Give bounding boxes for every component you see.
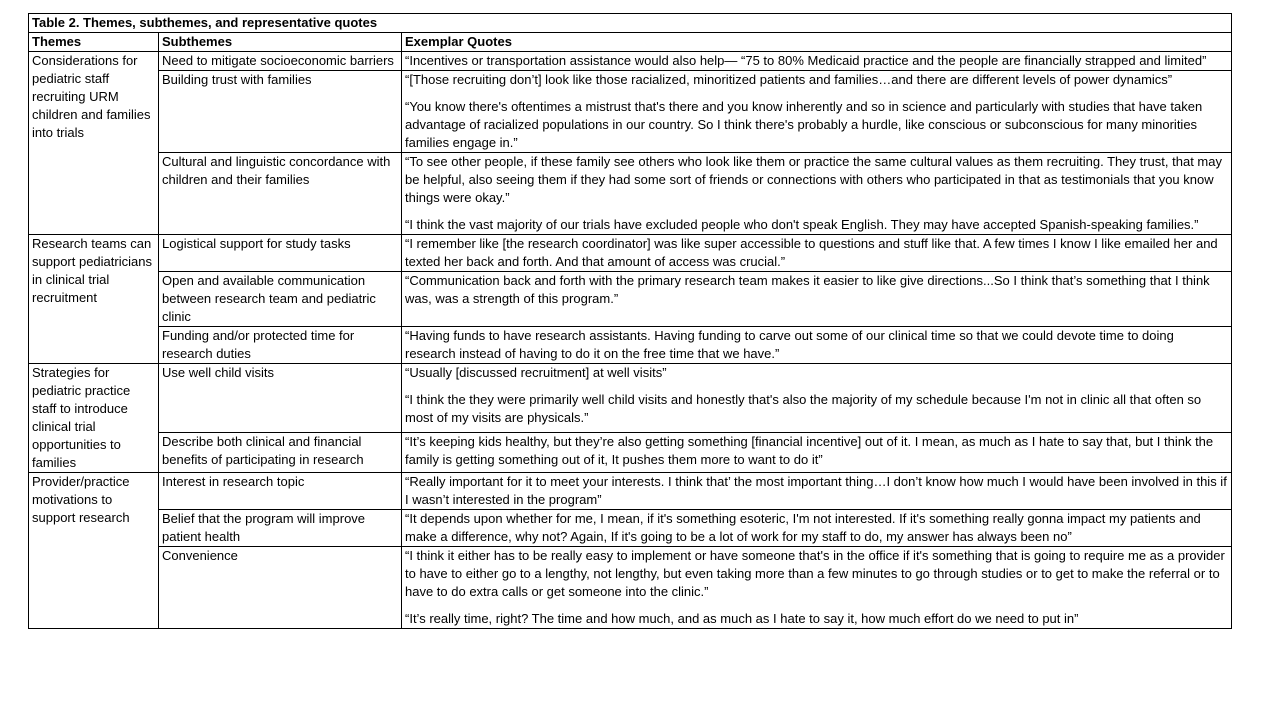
header-row — [29, 33, 1232, 52]
subtheme-cell: Need to mitigate socioeconomic barriers — [159, 52, 402, 71]
table-caption: Table 2. Themes, subthemes, and representative quotes — [29, 14, 1232, 33]
table-row — [29, 510, 1232, 547]
quote-cell — [402, 547, 1232, 629]
quote: “It depends upon whether for me, I mean, if it's something esoteric, I'm not interested. If it's something really gonna impact my patients and make a difference, why not? Again, If it's going to be a lot of work for my staff to do, my answer has always been no” — [405, 511, 1201, 544]
quote: “[Those recruiting don’t] look like those racialized, minoritized patients and families…and there are different levels of power dynamics” — [405, 72, 1173, 87]
subtheme-cell: Convenience — [159, 547, 402, 629]
quote: “Usually [discussed recruitment] at well visits” — [405, 365, 667, 380]
theme-cell: Research teams can support pediatricians in clinical trial recruitment — [29, 235, 159, 364]
subtheme-cell: Funding and/or protected time for research duties — [159, 327, 402, 364]
subtheme-cell: Logistical support for study tasks — [159, 235, 402, 272]
table-row — [29, 433, 1232, 473]
quote: “I remember like [the research coordinator] was like super accessible to questions and stuff like that. A few times I know I like emailed her and texted her back and forth. And that amount of access was crucial.” — [405, 236, 1218, 269]
quote-cell — [402, 52, 1232, 71]
quote: “Really important for it to meet your interests. I think that’ the most important thing…I don’t know how much I would have been involved in this if I wasn’t interested in the program” — [405, 474, 1227, 507]
quote: “I think the vast majority of our trials have excluded people who don't speak English. They may have accepted Spanish-speaking families.” — [405, 217, 1199, 232]
subtheme-cell: Belief that the program will improve patient health — [159, 510, 402, 547]
quote: “Having funds to have research assistants. Having funding to carve out some of our clinical time so that we could devote time to doing research instead of having to do it on the free time that we have.” — [405, 328, 1174, 361]
subtheme-cell: Building trust with families — [159, 71, 402, 153]
table-row — [29, 153, 1232, 235]
themes-table — [28, 13, 1232, 629]
subtheme-cell: Open and available communication between research team and pediatric clinic — [159, 272, 402, 327]
table-row — [29, 52, 1232, 71]
table-row — [29, 364, 1232, 433]
table-row — [29, 235, 1232, 272]
header-themes: Themes — [29, 33, 159, 52]
theme-cell: Strategies for pediatric practice staff to introduce clinical trial opportunities to families — [29, 364, 159, 473]
caption-row — [29, 14, 1232, 33]
subtheme-cell: Cultural and linguistic concordance with children and their families — [159, 153, 402, 235]
quote-cell — [402, 510, 1232, 547]
quote-cell — [402, 235, 1232, 272]
quote-cell — [402, 433, 1232, 473]
quote-cell — [402, 327, 1232, 364]
quote-cell — [402, 71, 1232, 153]
quote-cell — [402, 364, 1232, 433]
quote-cell — [402, 473, 1232, 510]
table-row — [29, 272, 1232, 327]
subtheme-cell: Describe both clinical and financial benefits of participating in research — [159, 433, 402, 473]
quote: “It’s really time, right? The time and how much, and as much as I hate to say it, how much effort do we need to put in” — [405, 611, 1079, 626]
table-row — [29, 547, 1232, 629]
header-subthemes: Subthemes — [159, 33, 402, 52]
table-row — [29, 473, 1232, 510]
table-row — [29, 327, 1232, 364]
table-row — [29, 71, 1232, 153]
quote: “To see other people, if these family see others who look like them or practice the same cultural values as them recruiting. They trust, that may be helpful, also seeing them if they had some sort of friends or connections with others who participated in that as testimonials that you know things were okay.” — [405, 154, 1222, 205]
quote-cell — [402, 272, 1232, 327]
quote: “I think the they were primarily well child visits and honestly that's also the majority of my schedule because I'm not in clinic all that often so most of my visits are physicals.” — [405, 392, 1202, 425]
quote: “Incentives or transportation assistance would also help— “75 to 80% Medicaid practice and the people are financially strapped and limited” — [405, 53, 1207, 68]
quote: “You know there's oftentimes a mistrust that's there and you know inherently and so in science and particularly with studies that have taken advantage of racialized populations in our country. So I think there's probably a hurdle, like conscious or subconscious for many minorities families engage in.” — [405, 99, 1203, 150]
quote: “It’s keeping kids healthy, but they’re also getting something [financial incentive] out of it. I mean, as much as I hate to say that, but I think the family is getting something out of it, It pushes them more to want to do it” — [405, 434, 1214, 468]
quote: “Communication back and forth with the primary research team makes it easier to like give directions...So I think that’s something that I think was, was a strength of this program.” — [405, 273, 1210, 306]
subtheme-cell: Interest in research topic — [159, 473, 402, 510]
quote-cell — [402, 153, 1232, 235]
table-container — [28, 13, 1232, 629]
quote: “I think it either has to be really easy to implement or have someone that's in the office if it's something that is going to require me as a provider to have to either go to a lengthy, not lengthy, but even taking more than a few minutes to go through studies or to get to make the referral or to have to do extra calls or get someone into the clinic.” — [405, 548, 1225, 599]
header-quotes: Exemplar Quotes — [402, 33, 1232, 52]
theme-cell: Considerations for pediatric staff recruiting URM children and families into trials — [29, 52, 159, 235]
theme-cell: Provider/practice motivations to support research — [29, 473, 159, 629]
subtheme-cell: Use well child visits — [159, 364, 402, 433]
